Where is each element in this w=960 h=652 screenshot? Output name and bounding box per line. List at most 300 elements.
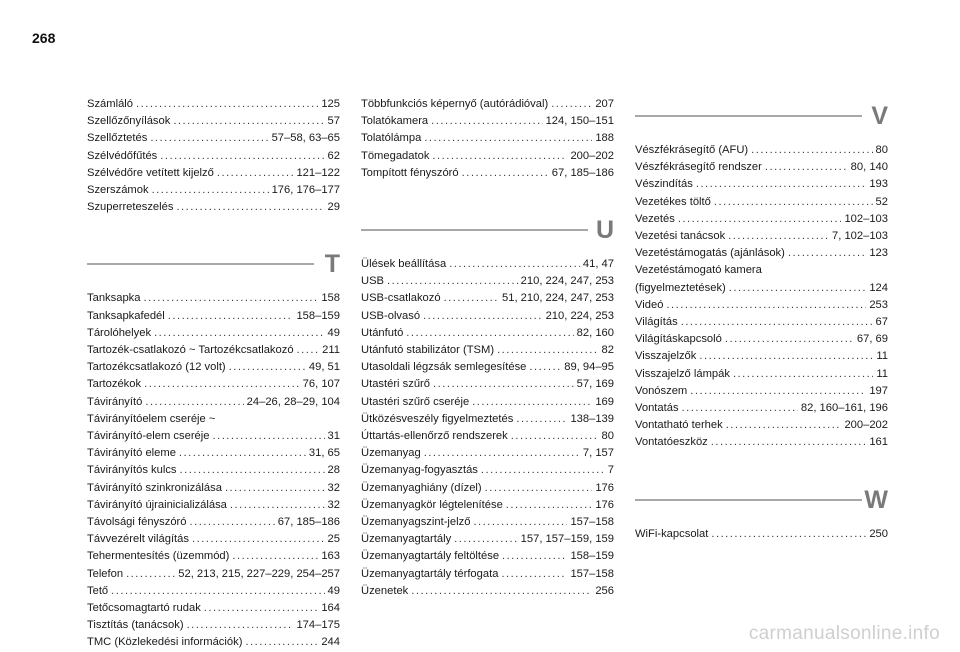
index-entry	[87, 148, 340, 165]
index-page-refs[interactable]: 57, 169	[576, 378, 614, 391]
index-term: Utastéri szűrő	[361, 378, 431, 391]
dot-leader	[529, 359, 561, 376]
index-page-refs[interactable]: 123	[869, 247, 888, 260]
index-entry	[87, 182, 340, 199]
index-entry	[635, 526, 888, 543]
index-page-refs[interactable]: 188	[595, 132, 614, 145]
index-entry	[87, 165, 340, 182]
section-letter: W	[864, 485, 888, 514]
index-page-refs[interactable]: 138–139	[570, 412, 614, 425]
index-entry	[361, 342, 614, 359]
index-entry	[635, 228, 888, 245]
dot-leader	[187, 617, 294, 634]
index-page-refs[interactable]: 7, 157	[582, 447, 614, 460]
dot-leader	[232, 548, 318, 565]
dot-leader	[245, 634, 318, 651]
section-letter: V	[871, 102, 888, 130]
index-page-refs[interactable]: 82, 160–161, 196	[800, 402, 888, 415]
index-page-refs[interactable]: 7, 102–103	[832, 230, 888, 243]
index-term: Tárolóhelyek	[87, 326, 152, 339]
index-entry	[361, 130, 614, 147]
index-term: Többfunkciós képernyő (autórádióval)	[361, 98, 549, 110]
index-term: Vonószem	[635, 384, 688, 397]
dot-leader	[666, 297, 866, 314]
index-page-refs[interactable]: 158	[321, 292, 340, 305]
index-entry	[361, 566, 614, 583]
index-page-refs[interactable]: 163	[321, 550, 340, 563]
index-entry	[361, 531, 614, 548]
index-term: Vontatás	[635, 402, 679, 415]
dot-leader	[472, 394, 592, 411]
index-page-refs[interactable]: 41, 47	[582, 258, 614, 271]
index-term: Távvezérelt világítás	[87, 533, 189, 546]
index-entry	[87, 566, 340, 583]
index-page-refs[interactable]: 49, 51	[308, 361, 340, 374]
dot-leader	[387, 273, 518, 290]
index-term: Üzemanyagkör légtelenítése	[361, 498, 503, 511]
index-term: Üzemanyag-fogyasztás	[361, 464, 478, 477]
dot-leader	[502, 548, 567, 565]
index-term: Üzemanyagtartály feltöltése	[361, 550, 500, 563]
dot-leader	[150, 130, 268, 147]
index-page-refs[interactable]: 7	[607, 464, 614, 477]
index-entry	[87, 113, 340, 130]
index-entry	[635, 176, 888, 193]
dot-leader	[733, 366, 873, 383]
index-entry	[87, 359, 340, 376]
index-term: Szerszámok	[87, 184, 149, 197]
dot-leader	[144, 376, 300, 393]
index-page-refs[interactable]: 169	[595, 395, 614, 408]
index-term: Távirányító-elem cseréje	[87, 430, 210, 443]
index-page-refs[interactable]: 124	[869, 281, 888, 294]
index-term: Videó	[635, 298, 664, 311]
index-page-refs[interactable]: 52, 213, 215, 227–229, 254–257	[178, 567, 340, 580]
index-page-refs[interactable]: 67, 185–186	[551, 166, 614, 179]
index-entry	[361, 394, 614, 411]
index-entry	[87, 308, 340, 325]
dot-leader	[126, 566, 175, 583]
index-term: TMC (Közlekedési információk)	[87, 636, 243, 649]
index-entry	[635, 297, 888, 314]
index-entry	[361, 308, 614, 325]
index-term: Távirányító szinkronizálása	[87, 481, 222, 494]
index-column-2	[361, 96, 614, 600]
dot-leader	[424, 445, 580, 462]
index-term: Vészfékrásegítő rendszer	[635, 161, 762, 174]
index-page-refs[interactable]: 124, 150–151	[545, 115, 614, 128]
dot-leader	[511, 428, 599, 445]
dot-leader	[501, 566, 567, 583]
index-term: USB-olvasó	[361, 309, 421, 322]
index-page-refs[interactable]: 89, 94–95	[564, 361, 614, 374]
index-page-refs[interactable]: 197	[869, 384, 888, 397]
dot-leader	[179, 445, 306, 462]
dot-leader	[168, 308, 294, 325]
dot-leader	[444, 290, 499, 307]
dot-leader	[143, 290, 318, 307]
index-page-refs[interactable]: 210, 224, 253	[545, 309, 614, 322]
index-term: Üzemanyagszint-jelző	[361, 516, 471, 529]
index-term: Szellőztetés	[87, 132, 148, 145]
index-page-refs[interactable]: 161	[869, 436, 888, 449]
index-entry	[87, 514, 340, 531]
index-column-1	[87, 96, 340, 652]
index-page-refs[interactable]: 80	[875, 144, 888, 156]
index-entry	[87, 342, 340, 359]
index-page-refs[interactable]: 11	[876, 350, 888, 363]
index-entry	[361, 428, 614, 445]
index-term: Telefon	[87, 567, 124, 580]
index-page-refs[interactable]: 157–158	[570, 567, 614, 580]
index-entry	[361, 325, 614, 342]
index-entry	[635, 194, 888, 211]
index-entry	[87, 325, 340, 342]
index-page-refs[interactable]: 210, 224, 247, 253	[520, 275, 614, 288]
index-entry	[87, 600, 340, 617]
index-entry	[361, 359, 614, 376]
index-term: Tehermentesítés (üzemmód)	[87, 550, 230, 563]
index-term: Üzemanyaghiány (dízel)	[361, 481, 482, 494]
index-term: Tartozék-csatlakozó ~ Tartozékcsatlakozó	[87, 344, 294, 357]
index-page-refs[interactable]: 158–159	[570, 550, 614, 563]
index-entry	[361, 290, 614, 307]
index-term: Számláló	[87, 98, 134, 110]
index-term: Tolatólámpa	[361, 132, 422, 145]
index-term: WiFi-kapcsolat	[635, 527, 709, 540]
index-section	[87, 96, 340, 216]
dot-leader	[160, 148, 324, 165]
index-entry	[87, 411, 340, 428]
index-page-refs[interactable]: 32	[327, 498, 340, 511]
section-divider	[87, 263, 314, 265]
dot-leader	[696, 176, 866, 193]
index-term: Szélvédőfűtés	[87, 149, 158, 162]
dot-leader	[190, 514, 275, 531]
index-entry	[87, 130, 340, 147]
index-entry	[87, 617, 340, 634]
section-divider	[361, 229, 588, 231]
index-page-refs[interactable]: 125	[321, 98, 340, 110]
dot-leader	[690, 383, 866, 400]
index-term: Utastéri szűrő cseréje	[361, 395, 470, 408]
index-column-3	[635, 96, 888, 543]
index-entry	[361, 480, 614, 497]
index-entry	[87, 394, 340, 411]
index-entry	[361, 113, 614, 130]
index-page-refs[interactable]: 62	[327, 149, 340, 162]
index-page-refs[interactable]: 82	[601, 344, 614, 357]
index-page-refs[interactable]: 200–202	[570, 149, 614, 162]
index-entry	[87, 96, 340, 113]
index-term: Visszajelzők	[635, 350, 697, 363]
index-term: Ütközésveszély figyelmeztetés	[361, 412, 514, 425]
index-term: Vészfékrásegítő (AFU)	[635, 144, 749, 156]
index-page-refs[interactable]: 11	[876, 367, 888, 380]
index-entry	[87, 428, 340, 445]
index-page-refs[interactable]: 28	[327, 464, 340, 477]
index-page-refs[interactable]: 49	[327, 326, 340, 339]
index-entry	[635, 417, 888, 434]
index-page-refs[interactable]: 67, 185–186	[277, 516, 340, 529]
index-page-refs[interactable]: 193	[869, 178, 888, 191]
index-page-refs[interactable]: 57–58, 63–65	[271, 132, 340, 145]
index-entry	[361, 497, 614, 514]
index-page-refs[interactable]: 67, 69	[856, 333, 888, 346]
dot-leader	[411, 583, 592, 600]
index-term: Tompított fényszóró	[361, 166, 459, 179]
index-page-refs[interactable]: 25	[327, 533, 340, 546]
section-divider	[635, 499, 862, 501]
section-letter: U	[595, 216, 614, 245]
index-entry	[361, 411, 614, 428]
dot-leader	[462, 165, 549, 182]
index-page-refs[interactable]: 80, 140	[850, 161, 888, 174]
dot-leader	[225, 480, 325, 497]
index-entry	[361, 462, 614, 479]
dot-leader	[431, 113, 542, 130]
index-term: Vezetékes töltő	[635, 195, 711, 208]
dot-leader	[681, 314, 873, 331]
index-entry	[361, 273, 614, 290]
index-term: Távirányítós kulcs	[87, 464, 177, 477]
index-term: Üzemanyag	[361, 447, 421, 460]
index-page-refs[interactable]: 31	[327, 430, 340, 443]
index-entry	[361, 583, 614, 600]
index-page-refs[interactable]: 256	[595, 584, 614, 597]
index-page-refs[interactable]: 176	[595, 481, 614, 494]
index-term: Tanksapkafedél	[87, 309, 165, 322]
index-term: Úttartás-ellenőrző rendszerek	[361, 430, 508, 443]
section-header	[87, 244, 340, 284]
dot-leader	[751, 142, 872, 159]
index-entry	[635, 159, 888, 176]
index-entry	[635, 434, 888, 451]
dot-leader	[729, 280, 867, 297]
index-entry	[87, 634, 340, 651]
index-page-refs[interactable]: 158–159	[296, 309, 340, 322]
index-entry	[361, 165, 614, 182]
index-entry	[635, 280, 888, 297]
index-page-refs[interactable]: 244	[321, 636, 340, 649]
index-page-refs[interactable]: 121–122	[296, 166, 340, 179]
index-entry	[635, 383, 888, 400]
index-page-refs[interactable]: 51, 210, 224, 247, 253	[502, 292, 614, 305]
dot-leader	[176, 199, 324, 216]
index-term: Utánfutó stabilizátor (TSM)	[361, 344, 495, 357]
section-header	[635, 96, 888, 136]
dot-leader	[145, 394, 243, 411]
index-term: Szellőzőnyílások	[87, 115, 171, 128]
section-divider	[635, 115, 862, 117]
dot-leader	[711, 526, 866, 543]
dot-leader	[297, 342, 320, 359]
dot-leader	[481, 462, 605, 479]
dot-leader	[516, 411, 567, 428]
dot-leader	[682, 400, 798, 417]
index-page-refs[interactable]: 157, 157–159, 159	[520, 533, 614, 546]
index-page-refs[interactable]: 176	[595, 498, 614, 511]
dot-leader	[454, 531, 518, 548]
dot-leader	[204, 600, 319, 617]
dot-leader	[406, 325, 573, 342]
index-entry	[361, 376, 614, 393]
index-term: Vezetéstámogatás (ajánlások)	[635, 247, 785, 260]
index-page-refs[interactable]: 76, 107	[302, 378, 340, 391]
section-letter: T	[324, 250, 340, 279]
dot-leader	[725, 331, 854, 348]
dot-leader	[173, 113, 324, 130]
index-entry	[361, 96, 614, 113]
dot-leader	[551, 96, 592, 113]
index-term: Világítás	[635, 316, 678, 329]
index-term: Tető	[87, 584, 109, 597]
index-section	[361, 210, 614, 600]
index-term: Vezetési tanácsok	[635, 230, 726, 243]
dot-leader	[192, 531, 325, 548]
index-term: Távirányító	[87, 395, 143, 408]
dot-leader	[154, 325, 324, 342]
dot-leader	[497, 342, 598, 359]
dot-leader	[485, 480, 593, 497]
index-page-refs[interactable]: 80	[601, 430, 614, 443]
watermark: carmanualsonline.info	[748, 623, 940, 644]
dot-leader	[136, 96, 318, 113]
index-term: Visszajelző lámpák	[635, 367, 730, 380]
dot-leader	[449, 256, 580, 273]
index-page-refs[interactable]: 49	[327, 584, 340, 597]
index-entry	[87, 583, 340, 600]
index-section	[361, 96, 614, 182]
index-entry	[361, 256, 614, 273]
index-entry	[361, 548, 614, 565]
index-term: Távirányító eleme	[87, 447, 176, 460]
index-entry	[635, 142, 888, 159]
index-term: Szélvédőre vetített kijelző	[87, 166, 214, 179]
index-page-refs[interactable]: 176, 176–177	[271, 184, 340, 197]
dot-leader	[180, 462, 325, 479]
index-term: Távolsági fényszóró	[87, 516, 187, 529]
index-entry	[635, 331, 888, 348]
dot-leader	[728, 228, 829, 245]
index-entry	[87, 376, 340, 393]
index-page-refs[interactable]: 32	[327, 481, 340, 494]
index-term: Távirányító újrainicializálása	[87, 498, 227, 511]
dot-leader	[765, 159, 848, 176]
dot-leader	[678, 211, 842, 228]
index-term: Tisztítás (tanácsok)	[87, 619, 184, 632]
index-term: Tömegadatok	[361, 149, 430, 162]
index-entry	[87, 290, 340, 307]
index-entry	[635, 211, 888, 228]
index-term: Tanksapka	[87, 292, 141, 305]
index-page-refs[interactable]: 29	[327, 201, 340, 214]
index-entry	[87, 445, 340, 462]
index-entry	[87, 199, 340, 216]
index-entry	[635, 245, 888, 262]
index-entry	[635, 348, 888, 365]
index-term: Ülések beállítása	[361, 258, 447, 271]
dot-leader	[433, 376, 574, 393]
section-header	[635, 480, 888, 520]
index-term: (figyelmeztetések)	[635, 281, 726, 294]
dot-leader	[230, 497, 325, 514]
index-term: USB-csatlakozó	[361, 292, 441, 305]
dot-leader	[726, 417, 842, 434]
index-page-refs[interactable]: 211	[322, 344, 340, 357]
index-section	[635, 96, 888, 452]
index-term: Szuperreteszelés	[87, 201, 174, 214]
dot-leader	[506, 497, 593, 514]
index-entry	[635, 366, 888, 383]
index-section	[635, 480, 888, 543]
index-page-refs[interactable]: 102–103	[844, 212, 888, 225]
dot-leader	[217, 165, 294, 182]
page-number: 268	[32, 30, 56, 46]
index-page-refs[interactable]: 57	[327, 115, 340, 128]
index-term: Üzemanyagtartály térfogata	[361, 567, 499, 580]
dot-leader	[229, 359, 306, 376]
dot-leader	[212, 428, 324, 445]
dot-leader	[424, 130, 592, 147]
dot-leader	[473, 514, 567, 531]
index-section	[87, 244, 340, 651]
index-page-refs[interactable]: 200–202	[844, 419, 888, 432]
index-page-refs[interactable]: 52	[875, 195, 888, 208]
index-term: Távirányítóelem cseréje ~	[87, 412, 216, 425]
index-term: Utasoldali légzsák semlegesítése	[361, 361, 527, 374]
index-page-refs[interactable]: 67	[875, 316, 888, 329]
dot-leader	[699, 348, 873, 365]
index-term: Vezetés	[635, 212, 675, 225]
index-term: Üzemanyagtartály	[361, 533, 452, 546]
dot-leader	[111, 583, 324, 600]
index-entry	[87, 462, 340, 479]
index-term: Tartozékcsatlakozó (12 volt)	[87, 361, 226, 374]
index-entry	[87, 497, 340, 514]
index-page-refs[interactable]: 207	[595, 98, 614, 110]
index-entry	[87, 480, 340, 497]
index-page-refs[interactable]: 174–175	[296, 619, 340, 632]
index-term: Üzenetek	[361, 584, 409, 597]
dot-leader	[788, 245, 866, 262]
index-entry	[87, 531, 340, 548]
index-term: Tartozékok	[87, 378, 142, 391]
index-page-refs[interactable]: 164	[321, 602, 340, 615]
index-page-refs[interactable]: 253	[869, 298, 888, 311]
index-entry	[361, 445, 614, 462]
dot-leader	[711, 434, 867, 451]
index-entry	[635, 314, 888, 331]
index-page-refs[interactable]: 82, 160	[576, 326, 614, 339]
index-entry	[87, 548, 340, 565]
dot-leader	[152, 182, 269, 199]
index-page-refs[interactable]: 157–158	[570, 516, 614, 529]
index-term: USB	[361, 275, 385, 288]
dot-leader	[714, 194, 873, 211]
index-term: Vontatóeszköz	[635, 436, 708, 449]
index-term: Tetőcsomagtartó rudak	[87, 602, 201, 615]
index-entry	[361, 514, 614, 531]
index-entry	[635, 400, 888, 417]
dot-leader	[423, 308, 542, 325]
index-term: Vészindítás	[635, 178, 693, 191]
index-page-refs[interactable]: 31, 65	[308, 447, 340, 460]
index-page-refs[interactable]: 24–26, 28–29, 104	[246, 395, 340, 408]
dot-leader	[432, 148, 567, 165]
index-term: Utánfutó	[361, 326, 404, 339]
index-page-refs[interactable]: 250	[869, 527, 888, 540]
